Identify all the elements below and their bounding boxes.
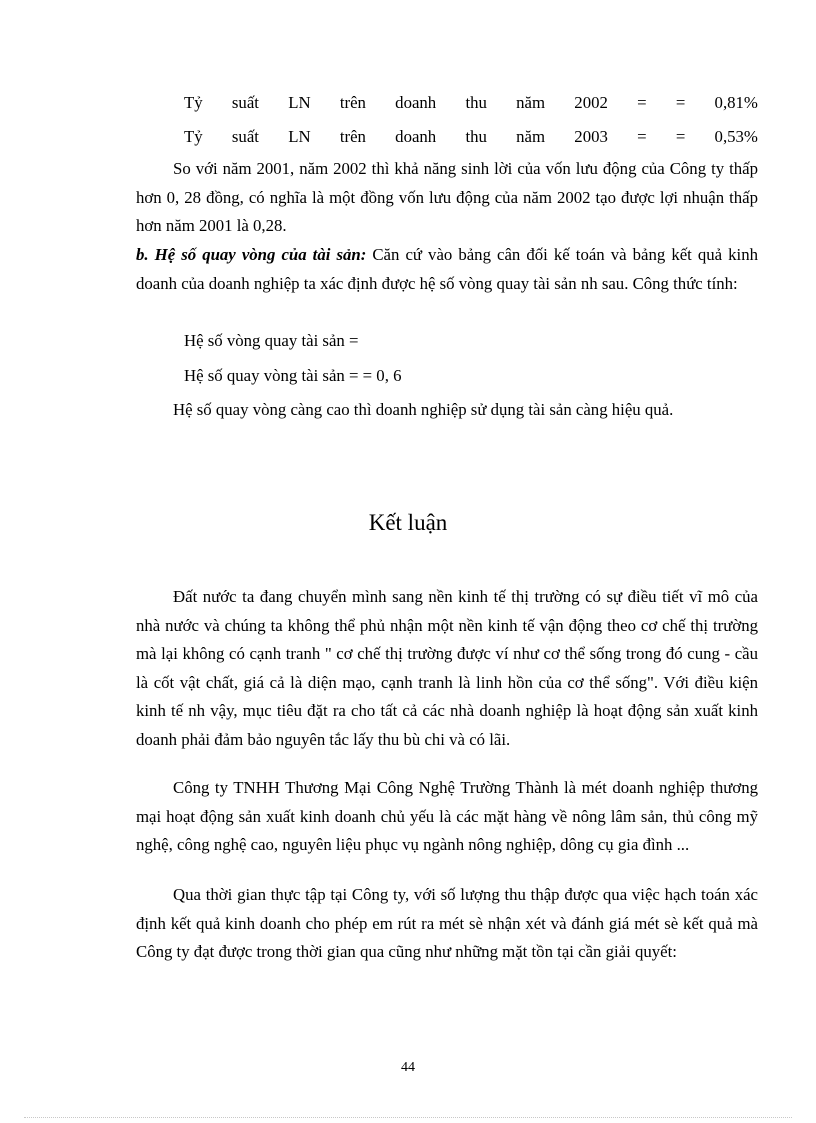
- ratio-word: năm: [516, 93, 546, 112]
- ratio-word: doanh: [395, 93, 437, 112]
- page-bottom-divider: [24, 1117, 792, 1118]
- section-b-title: b. Hệ số quay vòng của tài sản:: [136, 245, 367, 264]
- formula-asset-turnover-result: Hệ số quay vòng tài sản = = 0, 6: [184, 366, 402, 385]
- ratio-word: =: [675, 93, 686, 112]
- paragraph-conclusion-1: Đất nước ta đang chuyển mình sang nền kinh tế thị trường có sự điều tiết vĩ mô của nhà nước và chúng ta không thể phủ nhận một nền kinh tế vận động theo cơ chế thị trường mà lại không có cạnh tranh " cơ chế thị trường được ví như cơ thể sống trong đó cung - cầu là cốt vật chất, giá cả là diện mạo, cạnh tranh là linh hồn của cơ thể sống". Với điều kiện kinh tế nh vậy, mục tiêu đặt ra cho tất cả các nhà doanh nghiệp là hoạt động sản xuất kinh doanh phải đảm bảo nguyên tắc lấy thu bù chi và có lãi.: [136, 587, 758, 749]
- ratio-word: =: [675, 127, 686, 146]
- ratio-word: suất: [231, 93, 259, 112]
- ratio-word: LN: [288, 127, 311, 146]
- ratio-word: thu: [465, 127, 487, 146]
- section-heading-conclusion: Kết luận: [368, 510, 448, 535]
- page-number: 44: [401, 1060, 415, 1075]
- paragraph-conclusion-2: Công ty TNHH Thương Mại Công Nghệ Trường Thành là mét doanh nghiệp thương mại hoạt động sản xuất kinh doanh chủ yếu là các mặt hàng về nông lâm sản, thủ công mỹ nghệ, công nghệ cao, nguyên liệu phục vụ ngành nông nghiệp, dông cụ gia đình ...: [136, 778, 758, 854]
- ratio-row-2003: [184, 127, 758, 147]
- ratio-word: =: [637, 127, 647, 146]
- ratio-word: LN: [288, 93, 311, 112]
- ratio-word: trên: [339, 93, 366, 112]
- ratio-word: Tỷ: [184, 93, 203, 112]
- ratio-word: 2002: [574, 93, 608, 112]
- ratio-word: thu: [465, 93, 487, 112]
- ratio-word: 2003: [574, 127, 608, 146]
- ratio-row-2002: [184, 93, 758, 113]
- ratio-word: năm: [516, 127, 546, 146]
- ratio-word: suất: [231, 127, 259, 146]
- ratio-value: 0,81%: [714, 93, 758, 112]
- paragraph-comparison: So với năm 2001, năm 2002 thì khả năng sinh lời của vốn lưu động của Công ty thấp hơn 0, 28 đồng, có nghĩa là một đồng vốn lưu động của năm 2002 tạo được lợi nhuận thấp hơn năm 2001 là 0,28.: [136, 159, 758, 235]
- section-b-paragraph: [136, 241, 758, 298]
- ratio-value: 0,53%: [714, 127, 758, 146]
- paragraph-turnover-note: Hệ số quay vòng càng cao thì doanh nghiệp sử dụng tài sản càng hiệu quả.: [173, 400, 674, 419]
- formula-asset-turnover: Hệ số vòng quay tài sản =: [184, 331, 359, 350]
- ratio-word: trên: [339, 127, 366, 146]
- paragraph-conclusion-3: Qua thời gian thực tập tại Công ty, với số lượng thu thập được qua việc hạch toán xác định kết quả kinh doanh cho phép em rút ra mét sè nhận xét và đánh giá mét sè kết quả mà Công ty đạt được trong thời gian qua cũng như những mặt tồn tại cần giải quyết:: [136, 885, 758, 961]
- ratio-word: =: [637, 93, 647, 112]
- ratio-word: Tỷ: [184, 127, 203, 146]
- ratio-word: doanh: [395, 127, 437, 146]
- section-b-text: Căn cứ vào bảng cân đối kế toán và bảng kết quả kinh doanh của doanh nghiệp ta xác định được hệ số vòng quay tài sản nh sau. Công thức tính:: [136, 245, 759, 293]
